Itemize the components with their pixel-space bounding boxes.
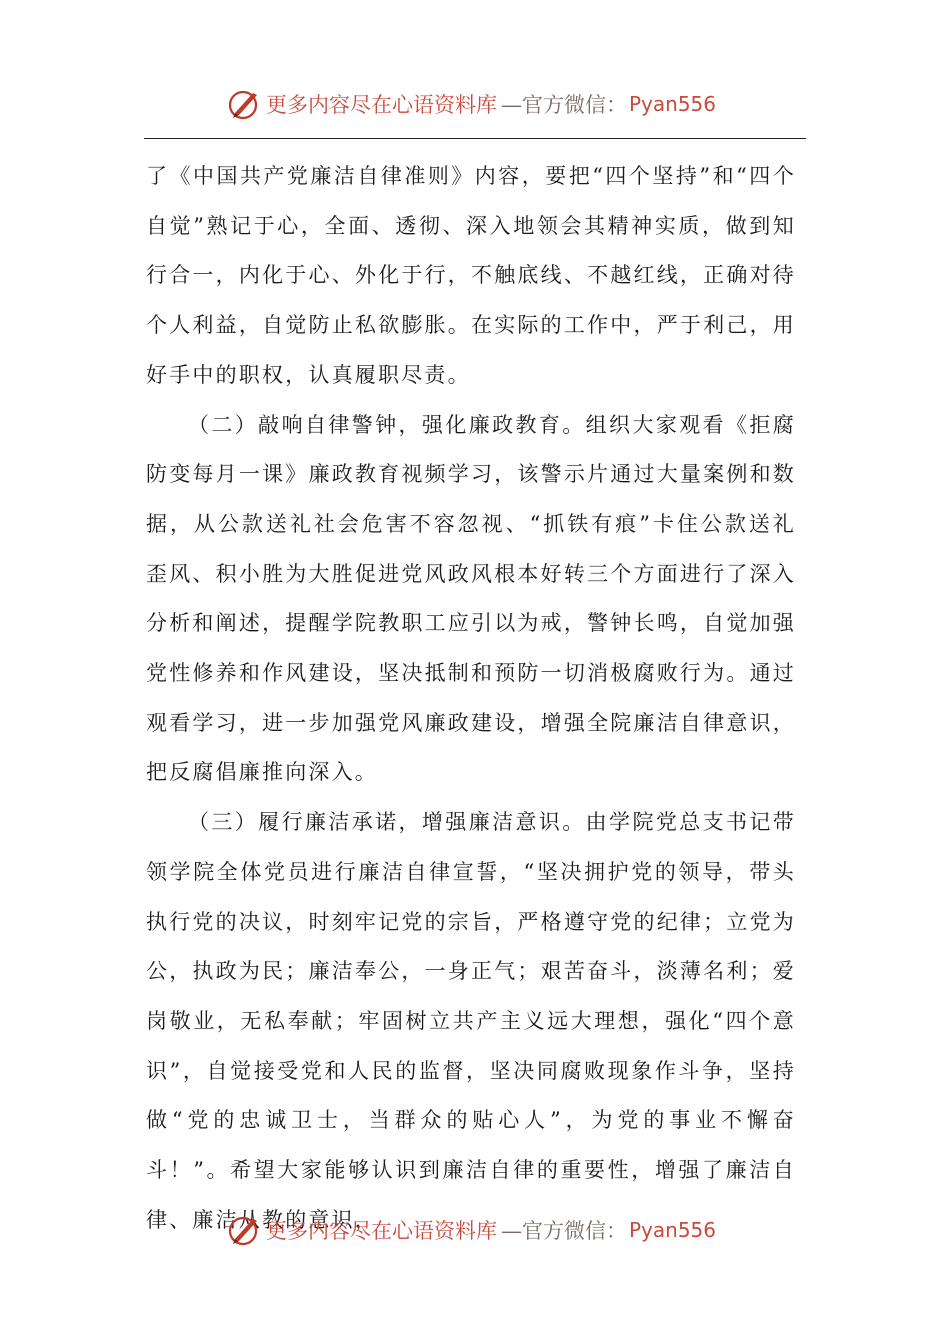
footer-dash-label: —官方微信： [501, 1219, 627, 1243]
footer-account: Pyan556 [629, 1218, 717, 1242]
header-rule [144, 138, 806, 139]
paragraph-section-two: （二）敲响自律警钟，强化廉政教育。组织大家观看《拒腐防变每月一课》廉政教育视频学习，该警示片通过大量案例和数据，从公款送礼社会危害不容忽视、“抓铁有痕”卡住公款送礼歪风、积小胜为大胜促进党风政风根本好转三个方面进行了深入分析和阐述，提醒学院教职工应引以为戒，警钟长鸣，自觉加强党性修养和作风建设，坚决抵制和预防一切消极腐败行为。通过观看学习，进一步加强党风廉政建设，增强全院廉洁自律意识，把反腐倡廉推向深入。 [146, 412, 796, 785]
footer-site-text: 更多内容尽在心语资料库 [266, 1219, 497, 1243]
pen-logo-icon [226, 1212, 262, 1248]
banner-site-text: 更多内容尽在心语资料库 [266, 93, 497, 117]
paragraph-section-three: （三）履行廉洁承诺，增强廉洁意识。由学院党总支书记带领学院全体党员进行廉洁自律宣誓，“坚决拥护党的领导，带头执行党的决议，时刻牢记党的宗旨，严格遵守党的纪律；立党为公，执政为民；廉洁奉公，一身正气；艰苦奋斗，淡薄名利；爱岗敬业，无私奉献；牢固树立共产主义远大理想，强化“四个意识”，自觉接受党和人民的监督，坚决同腐败现象作斗争，坚持做“党的忠诚卫士，当群众的贴心人”，为党的事业不懈奋斗！”。希望大家能够认识到廉洁自律的重要性，增强了廉洁自律、廉洁从教的意识， [146, 810, 796, 1232]
pen-logo-icon [226, 86, 262, 122]
header-banner [226, 84, 746, 124]
banner-account: Pyan556 [629, 92, 717, 116]
banner-dash-label: —官方微信： [501, 93, 627, 117]
document-body [146, 152, 796, 1245]
paragraph-continued: 了《中国共产党廉洁自律准则》内容，要把“四个坚持”和“四个自觉”熟记于心，全面、透彻、深入地领会其精神实质，做到知行合一，内化于心、外化于行，不触底线、不越红线，正确对待个人利益，自觉防止私欲膨胀。在实际的工作中，严于利己，用好手中的职权，认真履职尽责。 [146, 164, 796, 387]
footer-banner [226, 1210, 746, 1250]
